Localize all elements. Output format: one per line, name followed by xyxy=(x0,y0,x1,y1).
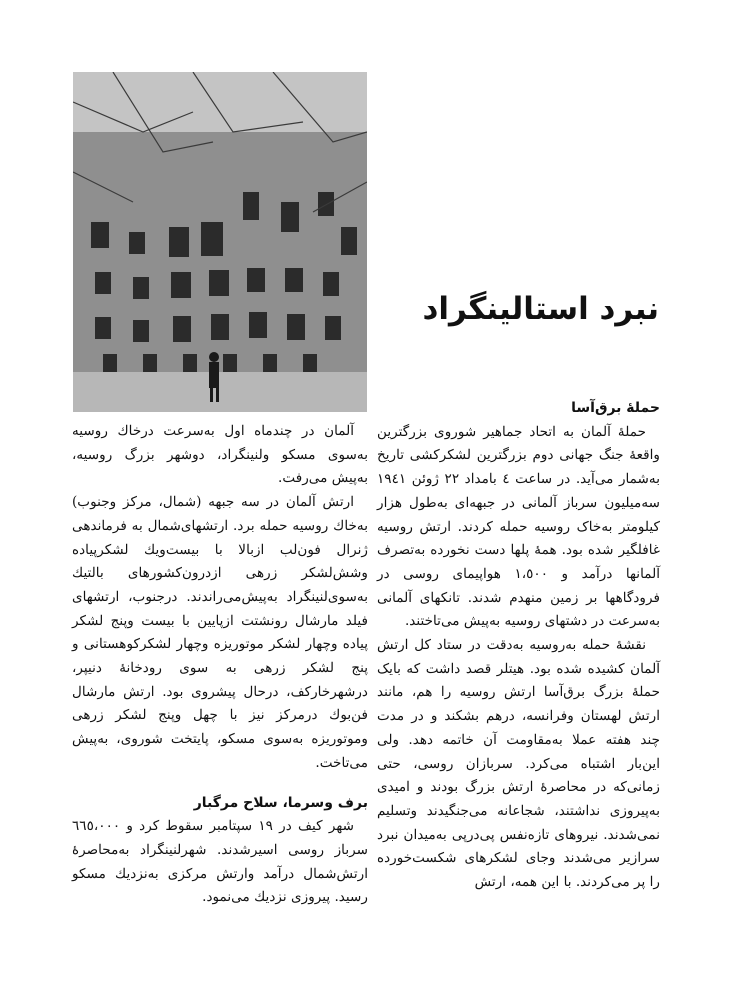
section-heading-blitzkrieg: حملهٔ برق‌آسا xyxy=(571,400,660,416)
paragraph: ارتش آلمان در سه جبهه (شمال، مرکز وجنوب) به‌خاك روسیه حمله برد. ارتشهای‌شمال به فرماندهی ژنرال فون‌لب ازبالا با بیست‌ویك لشکرپیاده وشش‌لشکر زرهی ازدرون‌کشورهای بالتیك به‌سوی‌لنینگراد به‌پیش‌می‌راندند. درجنوب، ارتشهای فیلد مارشال رونشتت ازپایین با بیست وپنج لشکر پیاده وچهار لشکر موتوریزه وچهار لشکرکوهستانی و پنج لشکر زرهی به سوی رودخانهٔ دنیپر، درشهرخارکف، درحال پیشروی بود. ارتش مارشال فن‌بوك درمرکز نیز با چهل وپنج لشکر زرهی وموتوریزه به‌سوی مسکو، پایتخت شوروی، به‌پیش می‌تاخت. xyxy=(72,494,368,771)
paragraph: شهر کیف در ١٩ سپتامبر سقوط کرد و ٦٦٥،٠٠٠ سرباز روسی اسیرشدند. شهرلنینگراد به‌محاصرهٔ ارتش‌شمال درآمد وارتش مرکزی به‌نزدیك مسکو رسید. پیروزی نزدیك می‌نمود. xyxy=(72,818,368,906)
paragraph: آلمان در چندماه اول به‌سرعت درخاك روسیه به‌سوی مسکو ولنینگراد، دوشهر بزرگ روسیه، به‌پیش می‌رفت. xyxy=(72,423,368,487)
page-title: نبرد استالینگراد xyxy=(422,291,659,327)
paragraph: حملهٔ آلمان به اتحاد جماهیر شوروی بزرگترین واقعهٔ جنگ جهانی دوم بزرگترین لشکرکشی تاریخ به‌شمار می‌آید. در ساعت ٤ بامداد ٢٢ ژوئن ١٩٤١ سه‌میلیون سرباز آلمانی در جبهه‌ای به‌طول هزار کیلومتر به‌خاک روسیه حمله کردند. ارتش روسیه غافلگیر شده بود. همهٔ پلها دست نخورده به‌تصرف آلمانها درآمد و ١،٥٠٠ هواپیمای روسی در فرودگاهها بر زمین منهدم شدند. تانکهای آلمانی به‌سرعت در دشتهای روسیه به‌پیش می‌تاختند. xyxy=(377,423,660,630)
left-column xyxy=(72,420,368,910)
paragraph: نقشهٔ حمله به‌روسیه به‌دقت در ستاد کل ارتش آلمان کشیده شده بود. هیتلر قصد داشت که بایک حملهٔ بزرگ برق‌آسا ارتش روسیه را هم، مانند ارتش لهستان وفرانسه، درهم بشکند و در مدت چند هفته عملا به‌مقاومت آن خاتمه دهد. ولی این‌بار اشتباه می‌کرد. سربازان روسی، حتی زمانی‌که در محاصرهٔ ارتش بزرگ بودند و امیدی به‌پیروزی نداشتند، شجاعانه می‌جنگیدند وتسلیم نمی‌شدند. نیروهای تازه‌نفس پی‌درپی به‌میدان نبرد سرازیر می‌شدند وجای لشکرهای شکست‌خورده را پر می‌کردند. با این همه، ارتش xyxy=(377,637,660,891)
ruined-building-image xyxy=(73,72,367,412)
section-heading-snow-and-cold: برف وسرما، سلاح مرگبار xyxy=(193,794,368,811)
right-column xyxy=(377,397,660,895)
ruined-building-photo xyxy=(73,72,367,412)
